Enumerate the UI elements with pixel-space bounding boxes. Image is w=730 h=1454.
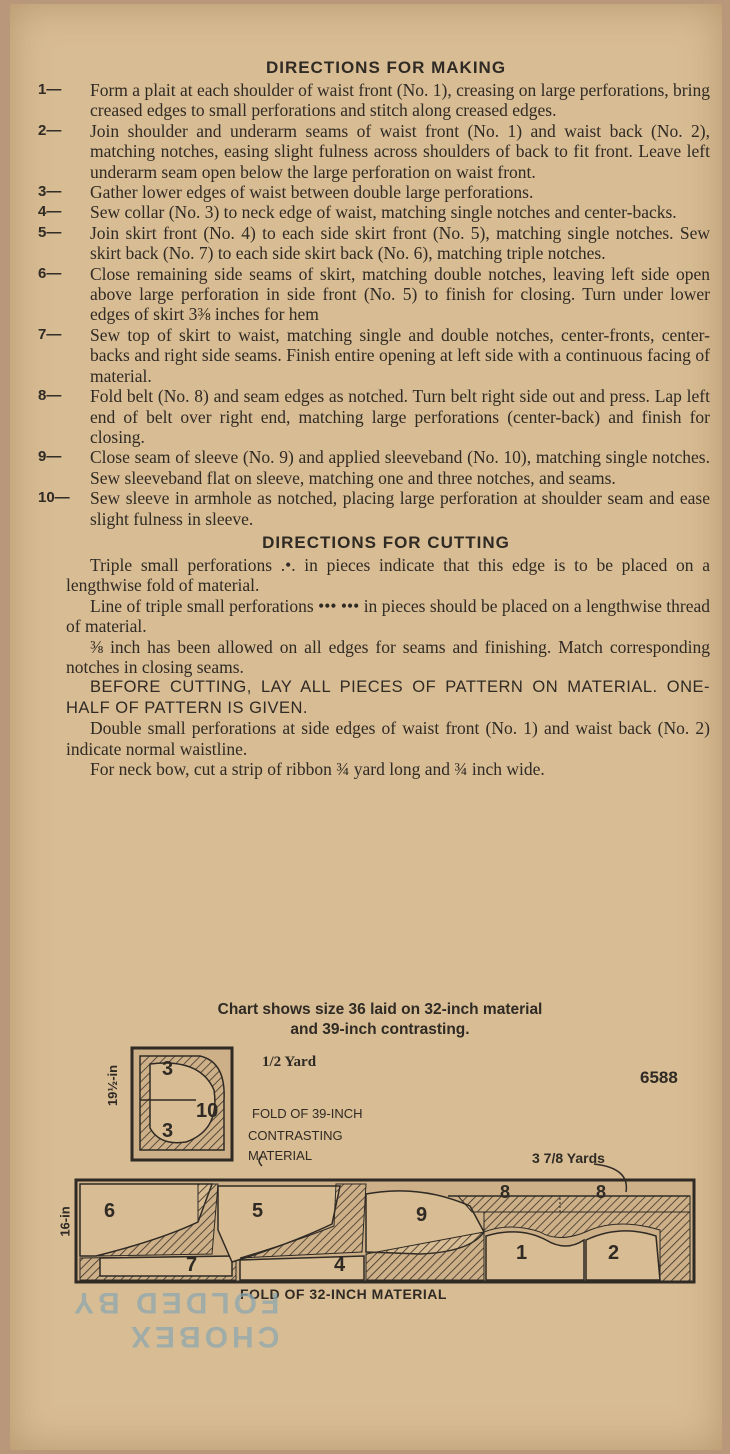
cutting-caps-paragraph: BEFORE CUTTING, LAY ALL PIECES OF PATTERN ON MATERIAL. ONE-HALF OF PATTERN IS GIVEN.	[66, 678, 710, 717]
belt-piece-shape	[458, 1196, 690, 1212]
cutting-paragraph: Line of triple small perforations ••• ••• in pieces should be placed on a lengthwise thread of material.	[66, 595, 710, 637]
small-layout-fold-label-3: MATERIAL	[248, 1148, 313, 1163]
step-number: 5—	[38, 223, 62, 241]
step-number: 10—	[38, 489, 70, 507]
cutting-paragraph: Double small perforations at side edges of waist front (No. 1) and waist back (No. 2) indicate normal waistline.	[66, 718, 710, 759]
step-number: 7—	[38, 325, 62, 343]
step-number: 4—	[38, 203, 62, 221]
piece-label: 1	[516, 1242, 528, 1264]
piece-label: 4	[334, 1254, 346, 1276]
skirt-back-piece-shape	[100, 1256, 232, 1276]
piece-label: 3	[162, 1058, 174, 1080]
step-text: Close remaining side seams of skirt, matching double notches, leaving left side open above large perforation in side front (No. 5) to finish for closing. Turn under lower edges of skirt 3⅜ inches for hem	[90, 263, 710, 325]
small-layout-height-label: 19½-in	[105, 1064, 121, 1107]
skirt-front-piece-shape	[240, 1256, 364, 1280]
folder-stamp	[70, 1285, 279, 1353]
stamp-line-1: CHOBEX	[126, 1320, 280, 1353]
chart-caption-line-1: Chart shows size 36 laid on 32-inch material	[217, 1001, 543, 1018]
cutting-paragraph: For neck bow, cut a strip of ribbon ¾ yard long and ¾ inch wide.	[90, 759, 545, 779]
step-text: Join skirt front (No. 4) to each side skirt front (No. 5), matching single notches. Sew skirt back (No. 7) to each side skirt back (No. 6), matching triple notches.	[90, 222, 710, 264]
step-text: Fold belt (No. 8) and seam edges as notched. Turn belt right side out and press. Lap left end of belt over right end, matching large perforations (center-back) and finish for closing.	[90, 386, 710, 447]
piece-label: 3	[162, 1120, 174, 1142]
step-number: 6—	[38, 264, 62, 282]
step-text: Sew collar (No. 3) to neck edge of waist, matching single notches and center-backs.	[90, 202, 677, 223]
cutting-heading: DIRECTIONS FOR CUTTING	[262, 532, 510, 552]
piece-label: 8	[500, 1182, 511, 1202]
step-text: Form a plait at each shoulder of waist front (No. 1), creasing on large perforations, bring creased edges to small perforations and stitch along creased edges.	[90, 80, 710, 121]
piece-label: 7	[186, 1254, 198, 1276]
piece-label: 8	[596, 1182, 607, 1202]
step-text: Join shoulder and underarm seams of waist front (No. 1) and waist back (No. 2), matching notches, easing slight fulness across shoulders of back to fit front. Leave left underarm seam open below the large perforation on waist front.	[90, 120, 710, 182]
step-text: Close seam of sleeve (No. 9) and applied sleeveband (No. 10), matching single notches. Sew sleeveband flat on sleeve, matching one and three notches, and seams.	[90, 447, 710, 488]
cutting-paragraph: ⅜ inch has been allowed on all edges for seams and finishing. Match corresponding notches in closing seams.	[66, 636, 710, 677]
piece-label: 6	[104, 1200, 116, 1222]
piece-label: 10	[196, 1100, 219, 1122]
step-number: 8—	[38, 387, 62, 405]
step-text: Sew sleeve in armhole as notched, placing large perforation at shoulder seam and ease slight fulness in sleeve.	[90, 488, 710, 529]
piece-label: 2	[608, 1242, 620, 1264]
chart-caption-line-2: and 39-inch contrasting.	[290, 1021, 470, 1038]
step-text: Gather lower edges of waist between double large perforations.	[90, 182, 534, 203]
piece-label: 5	[252, 1200, 264, 1222]
large-layout-fold-label: FOLD OF 32-INCH MATERIAL	[240, 1286, 447, 1302]
large-layout-yardage: 3 7/8 Yards	[532, 1150, 605, 1166]
step-number: 9—	[38, 448, 62, 466]
step-text: Sew top of skirt to waist, matching single and double notches, center-fronts, center-backs and right side seams. Finish entire opening at left side with a continuous facing of material.	[90, 324, 710, 386]
making-heading: DIRECTIONS FOR MAKING	[265, 58, 507, 77]
small-layout-fold-label-2: CONTRASTING	[248, 1128, 343, 1143]
piece-label: 9	[416, 1204, 428, 1226]
pattern-number: 6588	[640, 1068, 678, 1087]
step-number: 2—	[38, 121, 62, 139]
cutting-paragraph: Triple small perforations .•. in pieces indicate that this edge is to be placed on a lengthwise fold of material.	[66, 554, 710, 596]
large-layout-height-label: 16-in	[57, 1206, 73, 1237]
step-number: 3—	[38, 183, 62, 201]
step-number: 1—	[38, 81, 62, 98]
small-layout-yardage: 1/2 Yard	[262, 1054, 317, 1070]
waist-back-piece-shape	[586, 1231, 660, 1280]
stamp-line-2: FOLDED BY	[70, 1286, 280, 1319]
small-layout-fold-label-1: FOLD OF 39-INCH	[252, 1106, 363, 1121]
